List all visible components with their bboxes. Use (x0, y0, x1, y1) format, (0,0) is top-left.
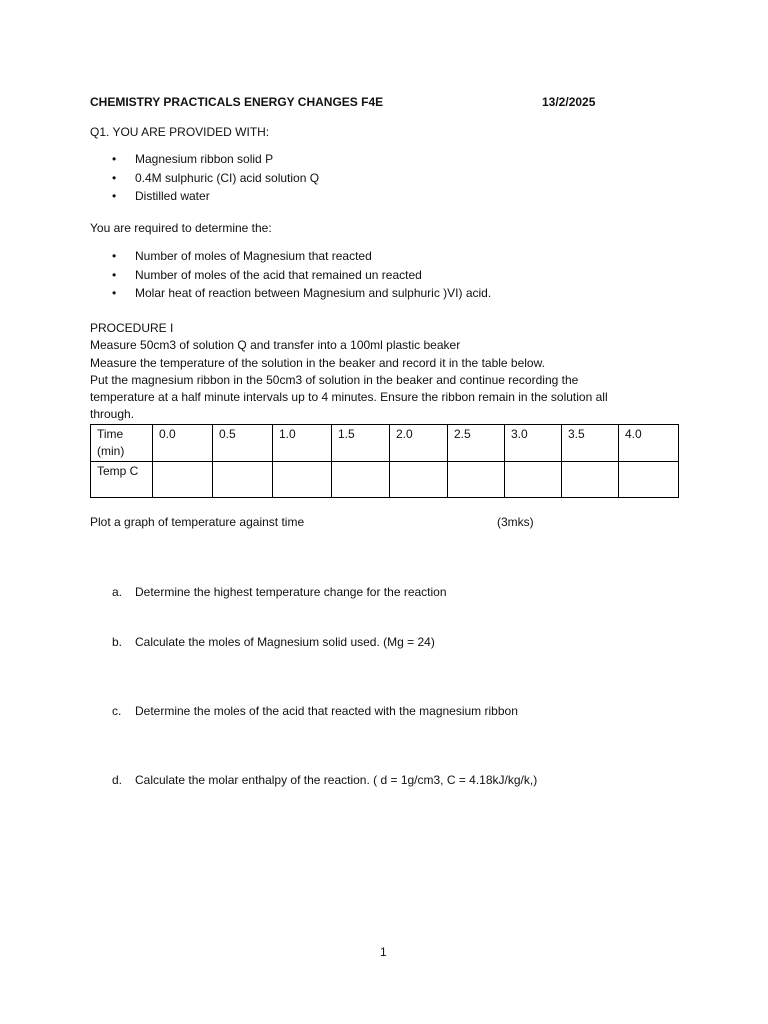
question-text: Determine the highest temperature change for the reaction (135, 585, 447, 599)
list-item: • Molar heat of reaction between Magnesium and sulphuric )VI) acid. (112, 286, 492, 300)
plot-instruction: Plot a graph of temperature against time (90, 515, 305, 529)
temp-cell (332, 462, 390, 498)
document-date: 13/2/2025 (542, 95, 596, 109)
temp-cell (213, 462, 273, 498)
bullet-icon: • (112, 267, 117, 282)
page-number: 1 (380, 945, 387, 959)
list-item: • Distilled water (112, 189, 210, 203)
procedure-title: PROCEDURE I (90, 321, 174, 335)
bullet-icon: • (112, 170, 117, 185)
list-item: • Number of moles of the acid that remained un reacted (112, 267, 422, 282)
document-title: CHEMISTRY PRACTICALS ENERGY CHANGES F4E (90, 95, 384, 109)
time-cell: 4.0 (619, 425, 679, 462)
bullet-icon: • (112, 189, 117, 203)
question-text: Calculate the moles of Magnesium solid used. (Mg = 24) (135, 635, 435, 649)
temp-cell (153, 462, 213, 498)
temp-cell (562, 462, 619, 498)
bullet-icon: • (112, 152, 117, 166)
temp-cell (505, 462, 562, 498)
procedure-line: temperature at a half minute intervals up to 4 minutes. Ensure the ribbon remain in the solution all (90, 390, 608, 405)
procedure-section (90, 320, 670, 424)
procedure-line: Measure the temperature of the solution in the beaker and record it in the table below. (90, 355, 545, 370)
temp-cell (390, 462, 448, 498)
list-item: • 0.4M sulphuric (CI) acid solution Q (112, 170, 320, 185)
time-cell: 1.5 (332, 425, 390, 462)
table-row (91, 425, 679, 462)
time-cell: 3.0 (505, 425, 562, 462)
bullet-icon: • (112, 286, 117, 300)
temp-cell (273, 462, 332, 498)
time-cell: 0.0 (153, 425, 213, 462)
question-text: Determine the moles of the acid that reacted with the magnesium ribbon (135, 704, 518, 718)
results-table (90, 424, 679, 498)
list-item: • Number of moles of Magnesium that reacted (112, 249, 372, 263)
question-1-intro: Q1. YOU ARE PROVIDED WITH: (90, 125, 270, 139)
table-row (91, 462, 679, 498)
required-list (90, 248, 690, 304)
time-header-cell: Time (min) (91, 425, 153, 462)
temp-cell (619, 462, 679, 498)
question-text: Calculate the molar enthalpy of the reaction. ( d = 1g/cm3, C = 4.18kJ/kg/k,) (135, 773, 538, 787)
temp-cell (448, 462, 505, 498)
required-intro: You are required to determine the: (90, 221, 272, 235)
temp-header-cell: Temp C (91, 462, 153, 498)
time-cell: 2.0 (390, 425, 448, 462)
procedure-line: Measure 50cm3 of solution Q and transfer into a 100ml plastic beaker (90, 338, 461, 353)
question-label: a. (112, 585, 123, 599)
question-label: c. (112, 704, 122, 718)
question-label: b. (112, 635, 123, 649)
question-label: d. (112, 773, 123, 787)
time-cell: 1.0 (273, 425, 332, 462)
time-cell: 2.5 (448, 425, 505, 462)
plot-marks: (3mks) (497, 515, 534, 529)
bullet-icon: • (112, 249, 117, 263)
provided-materials-list (90, 151, 690, 207)
procedure-line: Put the magnesium ribbon in the 50cm3 of solution in the beaker and continue recording the (90, 372, 579, 387)
time-cell: 3.5 (562, 425, 619, 462)
list-item: • Magnesium ribbon solid P (112, 152, 274, 166)
time-cell: 0.5 (213, 425, 273, 462)
procedure-line: through. (90, 407, 135, 422)
